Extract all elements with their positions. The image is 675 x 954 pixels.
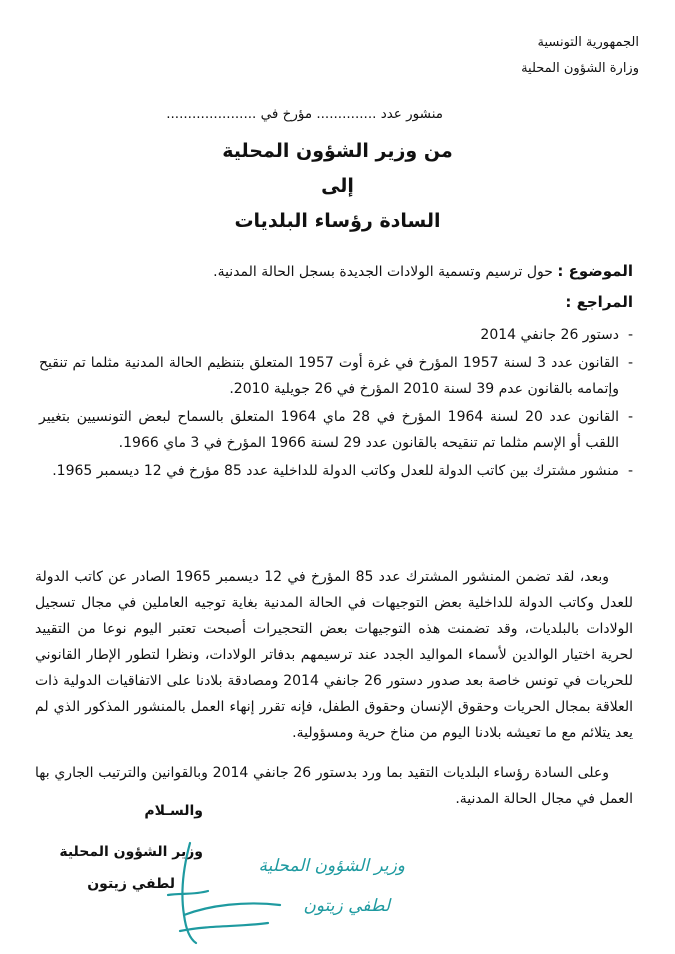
- reference-item: - منشور مشترك بين كاتب الدولة للعدل وكاتب الدولة للداخلية عدد 85 مؤرخ في 12 ديسمبر 1965.: [39, 458, 633, 484]
- title-from: من وزير الشؤون المحلية: [222, 140, 453, 162]
- reference-item: - القانون عدد 3 لسنة 1957 المؤرخ في غرة أوت 1957 المتعلق بتنظيم الحالة المدنية مثلما تم تنقيح وإتمامه بالقانون عدم 39 لسنة 2010 المؤرخ في 26 جويلية 2010.: [39, 350, 633, 402]
- handwritten-signature: [150, 835, 420, 947]
- signer-name: لطفي زيتون: [87, 876, 175, 892]
- signature-title-text: وزير الشؤون المحلية: [258, 856, 405, 876]
- body-paragraph-1: وبعد، لقد تضمن المنشور المشترك عدد 85 المؤرخ في 12 ديسمبر 1965 الصادر عن كاتب الدولة للعدل وكاتب الدولة للداخلية بعض التوجيهات في الحالة المدنية بغاية توجيه العاملين في مجال تسجيل الولادات بالبلديات، وقد تضمنت هذه التوجيهات بعض التحجيرات أصبحت تعتبر اليوم نوعا من التقييد لحرية اختيار الوالدين لأسماء المواليد الجدد عند ترسيمهم بدفاتر الولادات، ونظرا لتطور الإطار القانوني للحريات في تونس خاصة بعد صدور دستور 26 جانفي 2014 ومصادقة بلادنا على الاتفاقيات الدولية ذات العلاقة بمجال الحريات وحقوق الإنسان وحقوق الطفل، فإنه تقرر إنهاء العمل بالمنشور المذكور الذي لم يعد يتلائم مع ما تعيشه بلادنا اليوم من مناخ حرية ومسؤولية.: [35, 569, 633, 741]
- reference-item: - القانون عدد 20 لسنة 1964 المؤرخ في 28 ماي 1964 المتعلق بالسماح لبعض التونسيين بتغيير اللقب أو الإسم مثلما تم تنقيحه بالقانون عدد 29 لسنة 1966 المؤرخ في 3 ماي 1966.: [39, 404, 633, 456]
- closing-salutation: والسـلام: [144, 803, 203, 819]
- header-republic: الجمهورية التونسية: [537, 35, 639, 50]
- signature-name-text: لطفي زيتون: [303, 896, 390, 916]
- subject-text: حول ترسيم وتسمية الولادات الجديدة بسجل الحالة المدنية.: [213, 264, 553, 280]
- circular-number-line: منشور عدد .............. مؤرخ في .....................: [166, 106, 443, 122]
- title-to: إلى: [321, 175, 354, 197]
- references-heading: المراجع :: [565, 293, 633, 311]
- body-paragraph-2: وعلى السادة رؤساء البلديات التقيد بما ورد بدستور 26 جانفي 2014 وبالقوانين والترتيب الجاري بها العمل في مجال الحالة المدنية.: [35, 765, 633, 807]
- subject-label: الموضوع :: [557, 262, 633, 280]
- reference-item: - دستور 26 جانفي 2014: [39, 322, 633, 348]
- title-recipients: السادة رؤساء البلديات: [234, 210, 441, 232]
- subject-line: [213, 262, 633, 280]
- header-ministry: وزارة الشؤون المحلية: [521, 61, 639, 76]
- signer-title: وزير الشؤون المحلية: [59, 844, 203, 860]
- references-list: [39, 322, 633, 486]
